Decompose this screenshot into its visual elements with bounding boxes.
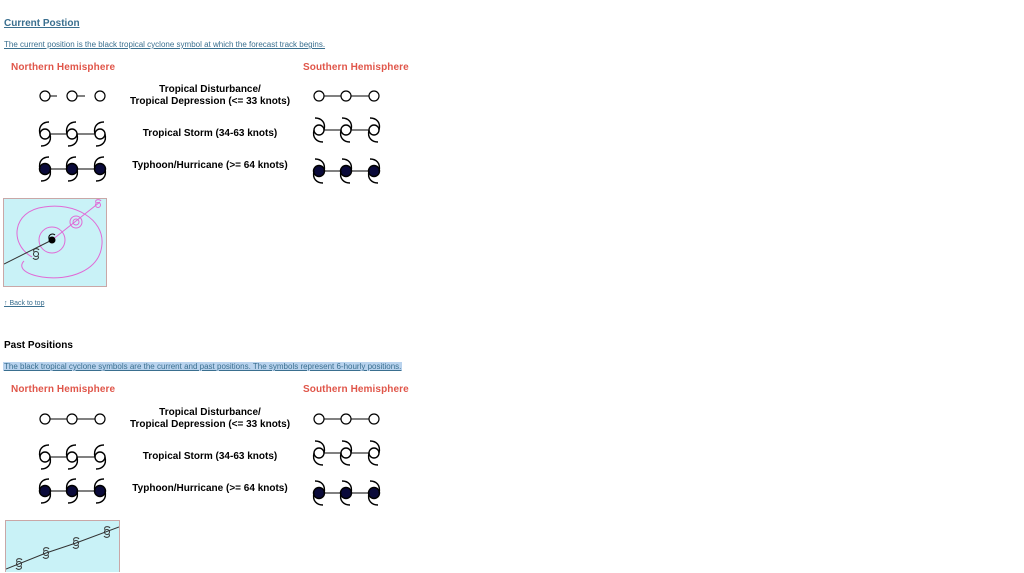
nh-disturbance-symbols-icon-2	[34, 409, 110, 429]
sh-typhoon-symbols-icon	[308, 155, 388, 187]
disturbance-label-line1: Tropical Disturbance/	[159, 84, 261, 95]
storm-label-2: Tropical Storm (34-63 knots)	[142, 451, 278, 462]
sh-typhoon-symbols-icon-2	[308, 477, 388, 509]
past-positions-heading: Past Positions	[4, 340, 73, 351]
nh-disturbance-symbols-icon	[34, 86, 110, 106]
northern-hemisphere-label-2: Northern Hemisphere	[11, 384, 116, 395]
nh-storm-symbols-icon-2	[34, 441, 114, 473]
storm-label: Tropical Storm (34-63 knots)	[142, 128, 278, 139]
nh-typhoon-symbols-icon-2	[34, 475, 114, 507]
back-to-top-link[interactable]: ↑ Back to top	[4, 300, 45, 307]
disturbance-label	[120, 84, 300, 108]
disturbance-label-2	[120, 407, 300, 431]
sh-storm-symbols-icon-2	[308, 437, 388, 469]
sh-disturbance-symbols-icon-2	[308, 409, 384, 429]
nh-storm-symbols-icon	[34, 118, 114, 150]
disturbance-label-2-line2: Tropical Depression (<= 33 knots)	[129, 419, 291, 430]
southern-hemisphere-label-2: Southern Hemisphere	[303, 384, 409, 395]
northern-hemisphere-label: Northern Hemisphere	[11, 62, 116, 73]
typhoon-label: Typhoon/Hurricane (>= 64 knots)	[132, 160, 288, 171]
disturbance-label-2-line1: Tropical Disturbance/	[159, 407, 261, 418]
sh-disturbance-symbols-icon	[308, 86, 384, 106]
forecast-track-map-icon	[4, 199, 106, 286]
current-position-map	[3, 198, 107, 287]
current-position-heading[interactable]: Current Postion	[4, 18, 80, 29]
southern-hemisphere-label: Southern Hemisphere	[303, 62, 409, 73]
disturbance-label-line2: Tropical Depression (<= 33 knots)	[129, 96, 291, 107]
current-position-description[interactable]: The current position is the black tropical cyclone symbol at which the forecast track begins.	[4, 40, 326, 49]
past-positions-description[interactable]: The black tropical cyclone symbols are the current and past positions. The symbols represent 6-hourly positions.	[4, 362, 402, 371]
sh-storm-symbols-icon	[308, 114, 388, 146]
past-track-map-icon	[6, 521, 119, 573]
nh-typhoon-symbols-icon	[34, 153, 114, 185]
past-positions-map	[5, 520, 120, 572]
typhoon-label-2: Typhoon/Hurricane (>= 64 knots)	[132, 483, 288, 494]
